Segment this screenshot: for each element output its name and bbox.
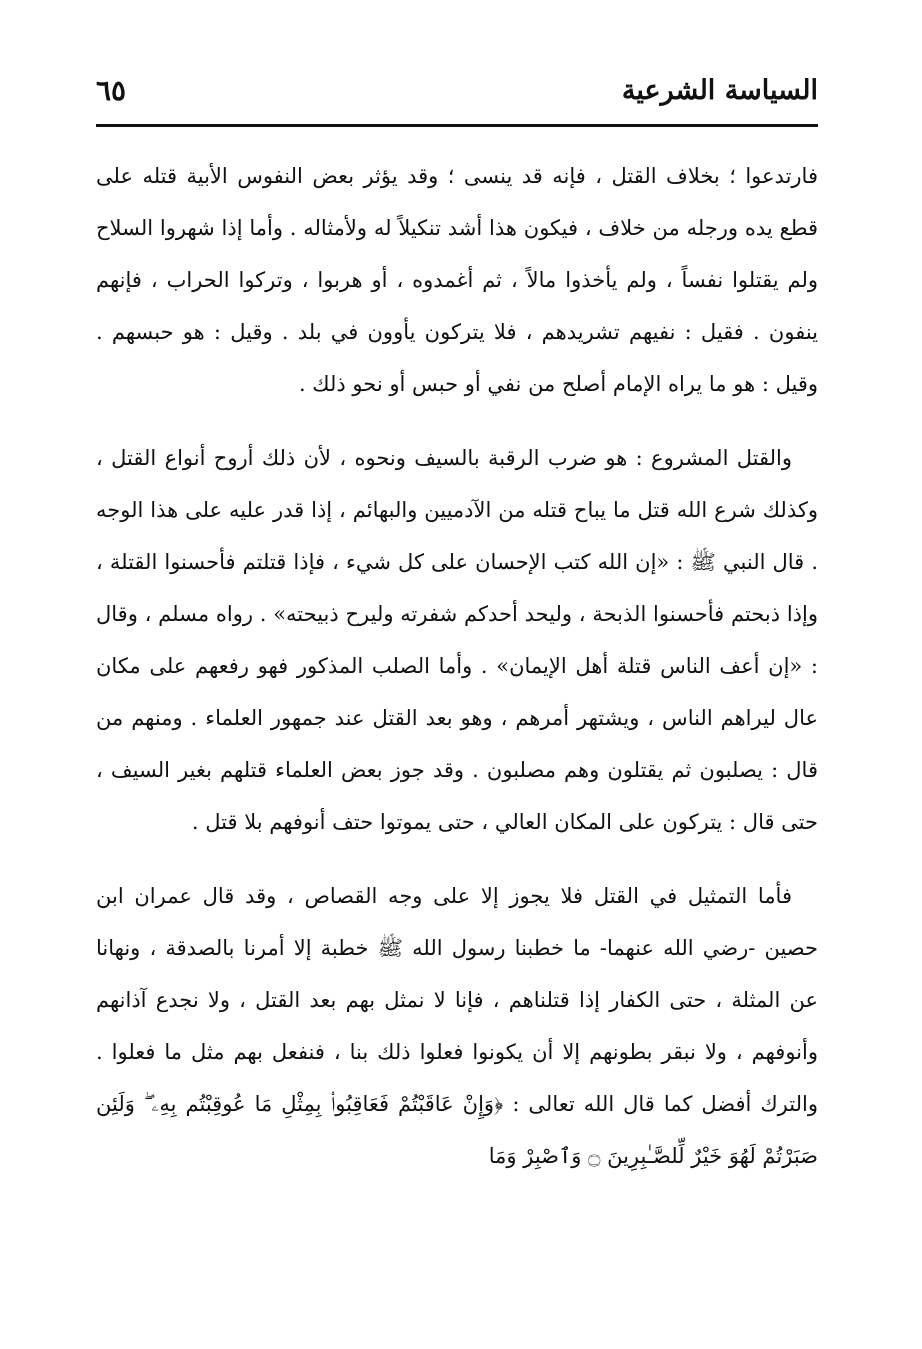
running-title: السياسة الشرعية	[621, 74, 818, 106]
page-number: ٦٥	[96, 73, 127, 107]
paragraph-3-text: فأما التمثيل في القتل فلا يجوز إلا على وجه القصاص ، وقد قال عمران ابن حصين -رضي الله عنهما- ما خطبنا رسول الله ﷺ خطبة إلا أمرنا بالصدقة ، ونهانا عن المثلة ، حتى الكفار إذا قتلناهم ، فإنا لا نمثل بهم بعد القتل ، ولا نجدع آذانهم وأنوفهم ، ولا نبقر بطونهم إلا أن يكونوا فعلوا ذلك بنا ، فنفعل بهم مثل ما فعلوا . والترك أفضل كما قال الله تعالى :	[96, 884, 818, 1116]
paragraph-1: فارتدعوا ؛ بخلاف القتل ، فإنه قد ينسى ؛ وقد يؤثر بعض النفوس الأبية قتله على قطع يده ورجله من خلاف ، فيكون هذا أشد تنكيلاً له ولأمثاله . وأما إذا شهروا السلاح ولم يقتلوا نفساً ، ولم يأخذوا مالاً ، ثم أغمدوه ، أو هربوا ، وتركوا الحراب ، فإنهم ينفون . فقيل : نفيهم تشريدهم ، فلا يتركون يأوون في بلد . وقيل : هو حبسهم . وقيل : هو ما يراه الإمام أصلح من نفي أو حبس أو نحو ذلك .	[96, 164, 818, 396]
paragraph-3	[96, 870, 818, 1182]
body-text	[96, 150, 818, 1182]
page-header	[96, 62, 818, 118]
paragraph-2: والقتل المشروع : هو ضرب الرقبة بالسيف ونحوه ، لأن ذلك أروح أنواع القتل ، وكذلك شرع الله قتل ما يباح قتله من الآدميين والبهائم ، إذا قدر عليه على هذا الوجه . قال النبي ﷺ : «إن الله كتب الإحسان على كل شيء ، فإذا قتلتم فأحسنوا القتلة ، وإذا ذبحتم فأحسنوا الذبحة ، وليحد أحدكم شفرته وليرح ذبيحته» . رواه مسلم ، وقال : «إن أعف الناس قتلة أهل الإيمان» . وأما الصلب المذكور فهو رفعهم على مكان عال ليراهم الناس ، ويشتهر أمرهم ، وهو بعد القتل عند جمهور العلماء . ومنهم من قال : يصلبون ثم يقتلون وهم مصلبون . وقد جوز بعض العلماء قتلهم بغير السيف ، حتى قال : يتركون على المكان العالي ، حتى يموتوا حتف أنوفهم بلا قتل .	[96, 446, 818, 834]
quran-verse: ﴿وَإِنْ عَاقَبْتُمْ فَعَاقِبُوا۟ بِمِثْلِ مَا عُوقِبْتُم بِهِۦ ۖ وَلَئِن صَبَرْتُمْ لَهُوَ خَيْرٌ لِّلصَّـٰبِرِينَ ۝ وَٱصْبِرْ وَمَا	[96, 1092, 818, 1168]
header-rule	[96, 124, 818, 127]
